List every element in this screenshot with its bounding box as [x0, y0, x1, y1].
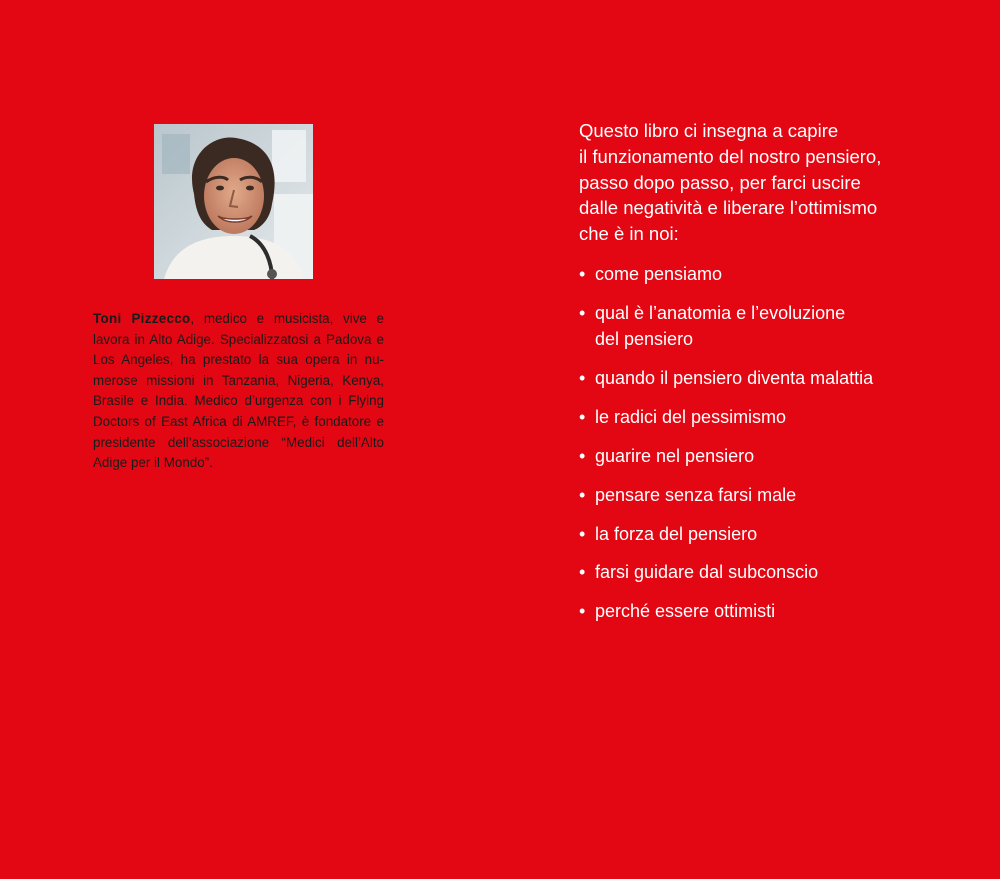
topic-item	[579, 483, 909, 509]
bullet-icon: •	[579, 406, 586, 427]
topic-item	[579, 599, 909, 625]
topic-label: guarire nel pensiero	[595, 445, 755, 466]
topic-item	[579, 560, 909, 586]
topic-item	[579, 405, 909, 431]
intro-line: dalle negatività e liberare l’ottimismo	[579, 197, 878, 219]
intro-line: passo dopo passo, per farci uscire	[579, 171, 861, 193]
bio-line: , medico e musicista, vive e	[190, 311, 384, 326]
bullet-icon: •	[579, 562, 586, 583]
book-intro	[579, 118, 909, 247]
topic-item	[579, 444, 909, 470]
intro-line: il funzionamento del nostro pensiero,	[579, 145, 882, 167]
topic-label: le radici del pessimismo	[595, 406, 787, 427]
bio-line: Adige per il Mondo”.	[93, 455, 213, 471]
topic-label: farsi guidare dal subconscio	[595, 562, 819, 583]
bullet-icon: •	[579, 484, 586, 505]
bullet-icon: •	[579, 302, 586, 323]
topic-item	[579, 366, 909, 392]
author-name: Toni Pizzecco	[93, 311, 191, 326]
intro-line: che è in noi:	[579, 223, 679, 245]
author-photo	[154, 124, 313, 279]
bullet-icon: •	[579, 264, 586, 284]
topic-list	[579, 262, 909, 638]
topic-label: come pensiamo	[595, 264, 723, 284]
bio-line: e presidente dell’associazione “Medici dell’Alto	[93, 413, 384, 450]
topic-label: qual è l’anatomia e l’evoluzione	[595, 302, 846, 323]
author-bio	[93, 309, 384, 474]
topic-label-continuation: del pensiero	[595, 328, 694, 349]
topic-label: perché essere ottimisti	[595, 601, 776, 622]
topic-label: quando il pensiero diventa malattia	[595, 367, 874, 388]
topic-item	[579, 262, 909, 288]
intro-line: Questo libro ci insegna a capire	[579, 120, 839, 141]
topic-item	[579, 522, 909, 548]
bullet-icon: •	[579, 367, 586, 388]
bullet-icon: •	[579, 445, 586, 466]
author-portrait-image	[154, 124, 313, 279]
topic-label: pensare senza farsi male	[595, 484, 797, 505]
bio-line: Brasile e India. Medico d’urgenza con i Flying	[93, 393, 384, 409]
bio-line: merose missioni in Tanzania, Nigeria, Kenya,	[93, 372, 384, 388]
bio-line: Doctors of East Africa di AMREF, è fondatore	[93, 413, 372, 429]
bullet-icon: •	[579, 601, 586, 622]
topic-label: la forza del pensiero	[595, 523, 758, 544]
bio-line: lavora in Alto Adige. Specializzatosi a Padova	[93, 331, 372, 347]
bullet-icon: •	[579, 523, 586, 544]
topic-item	[579, 301, 909, 352]
bio-line: e Los Angeles, ha prestato la sua opera in nu-	[93, 331, 384, 368]
